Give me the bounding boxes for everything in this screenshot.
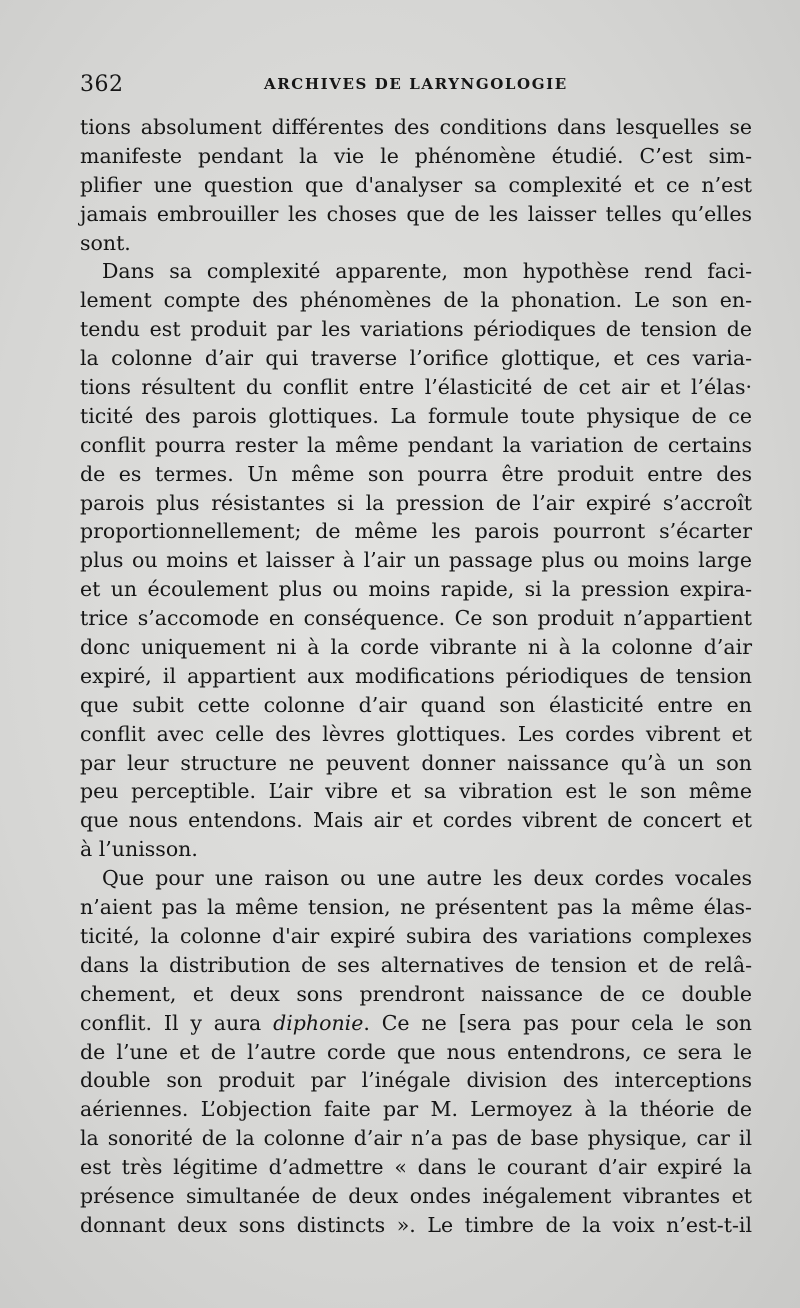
- text-line: n’aient pas la même tension, ne présentent pas la même élas-: [80, 895, 752, 920]
- text-line: présence simultanée de deux ondes inégalement vibrantes et: [80, 1183, 752, 1208]
- text-line: la sonorité de la colonne d’air n’a pas de base physique, car il: [80, 1126, 752, 1151]
- text-run: . Ce ne [sera pas pour cela le son: [363, 1010, 752, 1035]
- text-line: donc uniquement ni à la corde vibrante ni à la colonne d’air: [80, 635, 752, 660]
- text-line: de es termes. Un même son pourra être produit entre des: [80, 461, 752, 486]
- text-line: par leur structure ne peuvent donner naissance qu’à un son: [80, 750, 752, 775]
- text-line: tendu est produit par les variations périodiques de tension de: [80, 317, 752, 342]
- text-line: parois plus résistantes si la pression de l’air expiré s’accroît: [80, 490, 752, 515]
- text-line: dans la distribution de ses alternatives de tension et de relâ-: [80, 952, 752, 977]
- text-line: jamais embrouiller les choses que de les laisser telles qu’elles: [80, 201, 752, 226]
- italic-term: diphonie: [273, 1010, 364, 1035]
- text-line: que nous entendons. Mais air et cordes vibrent de concert et: [80, 808, 752, 833]
- text-line: double son produit par l’inégale division des interceptions: [80, 1068, 752, 1093]
- text-line: manifeste pendant la vie le phénomène étudié. C’est sim-: [80, 143, 752, 168]
- text-line: de l’une et de l’autre corde que nous entendrons, ce sera le: [80, 1039, 752, 1064]
- text-line: ticité des parois glottiques. La formule toute physique de ce: [80, 403, 752, 428]
- running-head: [80, 72, 760, 100]
- text-line: que subit cette colonne d’air quand son élasticité entre en: [80, 692, 752, 717]
- text-line: plus ou moins et laisser à l’air un passage plus ou moins large: [80, 548, 752, 573]
- text-line: proportionnellement; de même les parois pourront s’écarter: [80, 519, 752, 544]
- text-line: expiré, il appartient aux modifications périodiques de tension: [80, 663, 752, 688]
- text-line: plifier une question que d'analyser sa complexité et ce n’est: [80, 172, 752, 197]
- text-line: conflit pourra rester la même pendant la variation de certains: [80, 432, 752, 457]
- body-text: [80, 113, 752, 1240]
- text-line: conflit avec celle des lèvres glottiques. Les cordes vibrent et: [80, 721, 752, 746]
- paragraph-start-line: Que pour une raison ou une autre les deux cordes vocales: [102, 866, 752, 891]
- text-line: chement, et deux sons prendront naissance de ce double: [80, 981, 752, 1006]
- paragraph-start-line: Dans sa complexité apparente, mon hypothèse rend faci-: [102, 259, 752, 284]
- text-line: peu perceptible. L’air vibre et sa vibration est le son même: [80, 779, 752, 804]
- text-line: tions résultent du conflit entre l’élasticité de cet air et l’élas·: [80, 375, 752, 400]
- text-line: donnant deux sons distincts ». Le timbre de la voix n’est-t-il: [80, 1212, 752, 1237]
- page-number: 362: [80, 72, 124, 97]
- text-line: [80, 1009, 752, 1038]
- text-line: tions absolument différentes des conditions dans lesquelles se: [80, 115, 752, 139]
- text-line: sont.: [80, 230, 131, 255]
- text-line: lement compte des phénomènes de la phonation. Le son en-: [80, 288, 752, 313]
- text-line: la colonne d’air qui traverse l’orifice glottique, et ces varia-: [80, 346, 752, 371]
- text-line: trice s’accomode en conséquence. Ce son produit n’appartient: [80, 606, 752, 631]
- text-line: est très légitime d’admettre « dans le courant d’air expiré la: [80, 1155, 752, 1180]
- journal-title: ARCHIVES DE LARYNGOLOGIE: [264, 75, 568, 93]
- text-line: à l’unisson.: [80, 837, 198, 862]
- text-line: ticité, la colonne d'air expiré subira des variations complexes: [80, 923, 752, 948]
- text-line: aériennes. L’objection faite par M. Lermoyez à la théorie de: [80, 1097, 752, 1122]
- text-run: conflit. Il y aura: [80, 1010, 262, 1035]
- text-line: et un écoulement plus ou moins rapide, si la pression expira-: [80, 577, 752, 602]
